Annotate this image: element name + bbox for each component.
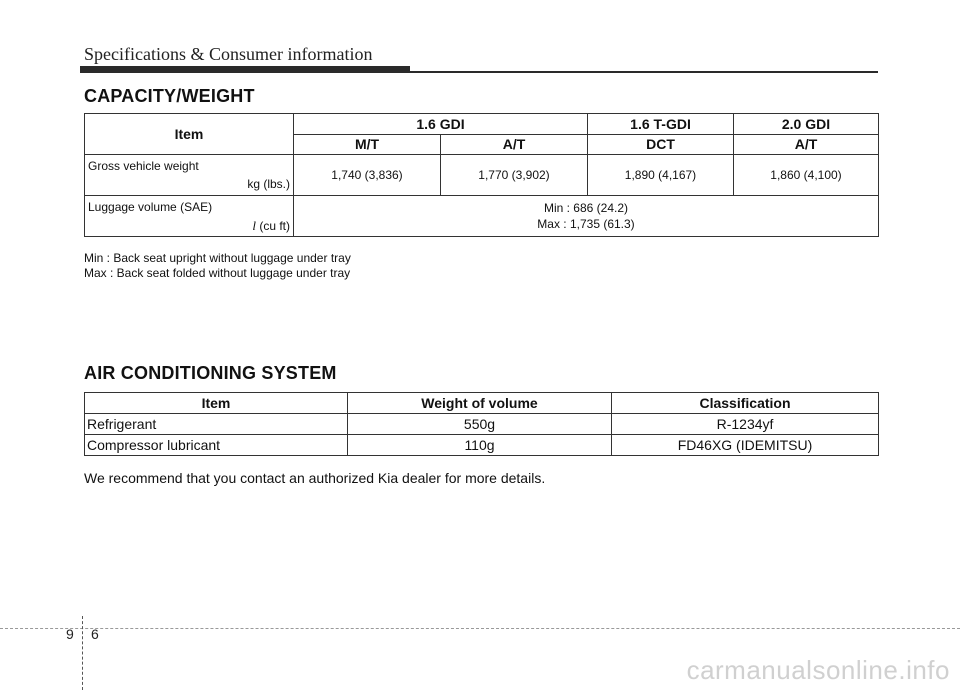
ac-header-row	[85, 393, 879, 414]
transmission-header: M/T	[294, 134, 441, 155]
capacity-table	[84, 113, 879, 237]
ac-item-cell: Refrigerant	[85, 414, 348, 435]
table-row	[85, 414, 879, 435]
transmission-header: DCT	[588, 134, 734, 155]
ac-header-classification: Classification	[612, 393, 879, 414]
luggage-volume-unit-text: (cu ft)	[259, 219, 290, 233]
ac-table	[84, 392, 879, 456]
capacity-note-min: Min : Back seat upright without luggage under tray	[84, 251, 351, 265]
crop-mark-horizontal	[0, 628, 960, 629]
engine-header-16tgdi: 1.6 T-GDI	[588, 114, 734, 135]
engine-header-16gdi: 1.6 GDI	[294, 114, 588, 135]
page-number: 6	[91, 626, 99, 642]
ac-item-cell: Compressor lubricant	[85, 435, 348, 456]
header-title: Specifications & Consumer information	[84, 44, 373, 64]
ac-classification-cell: FD46XG (IDEMITSU)	[612, 435, 879, 456]
gross-weight-label: Gross vehicle weight	[88, 159, 199, 173]
header-rule-thin	[80, 71, 878, 73]
engine-header-20gdi: 2.0 GDI	[734, 114, 879, 135]
capacity-item-header: Item	[85, 114, 294, 155]
ac-classification-cell: R-1234yf	[612, 414, 879, 435]
ac-weight-cell: 550g	[348, 414, 612, 435]
luggage-volume-unit	[88, 218, 290, 234]
ac-header-item: Item	[85, 393, 348, 414]
ac-weight-cell: 110g	[348, 435, 612, 456]
gross-weight-value: 1,740 (3,836)	[294, 155, 441, 196]
litre-symbol: l	[252, 218, 256, 233]
gross-weight-value: 1,770 (3,902)	[441, 155, 588, 196]
recommend-text: We recommend that you contact an authorized Kia dealer for more details.	[84, 470, 546, 486]
capacity-engine-header-row	[85, 114, 879, 135]
gross-weight-value: 1,890 (4,167)	[588, 155, 734, 196]
gross-weight-value: 1,860 (4,100)	[734, 155, 879, 196]
luggage-volume-min: Min : 686 (24.2)	[543, 201, 629, 215]
luggage-volume-max: Max : 1,735 (61.3)	[537, 217, 635, 231]
transmission-header: A/T	[734, 134, 879, 155]
ac-header-weight: Weight of volume	[348, 393, 612, 414]
luggage-volume-value	[294, 196, 879, 237]
capacity-section-title: CAPACITY/WEIGHT	[84, 86, 255, 106]
transmission-header: A/T	[441, 134, 588, 155]
table-row	[85, 435, 879, 456]
capacity-note-max: Max : Back seat folded without luggage under tray	[84, 266, 351, 280]
gross-weight-unit: kg (lbs.)	[247, 177, 290, 191]
table-row	[85, 196, 879, 237]
luggage-volume-label: Luggage volume (SAE)	[88, 200, 213, 214]
ac-section-title: AIR CONDITIONING SYSTEM	[84, 363, 337, 383]
table-row	[85, 155, 879, 196]
crop-mark-vertical	[82, 616, 83, 690]
luggage-volume-label-cell	[85, 196, 294, 237]
gross-weight-label-cell	[85, 155, 294, 196]
page-chapter-number: 9	[66, 626, 74, 642]
watermark: carmanualsonline.info	[686, 655, 950, 685]
